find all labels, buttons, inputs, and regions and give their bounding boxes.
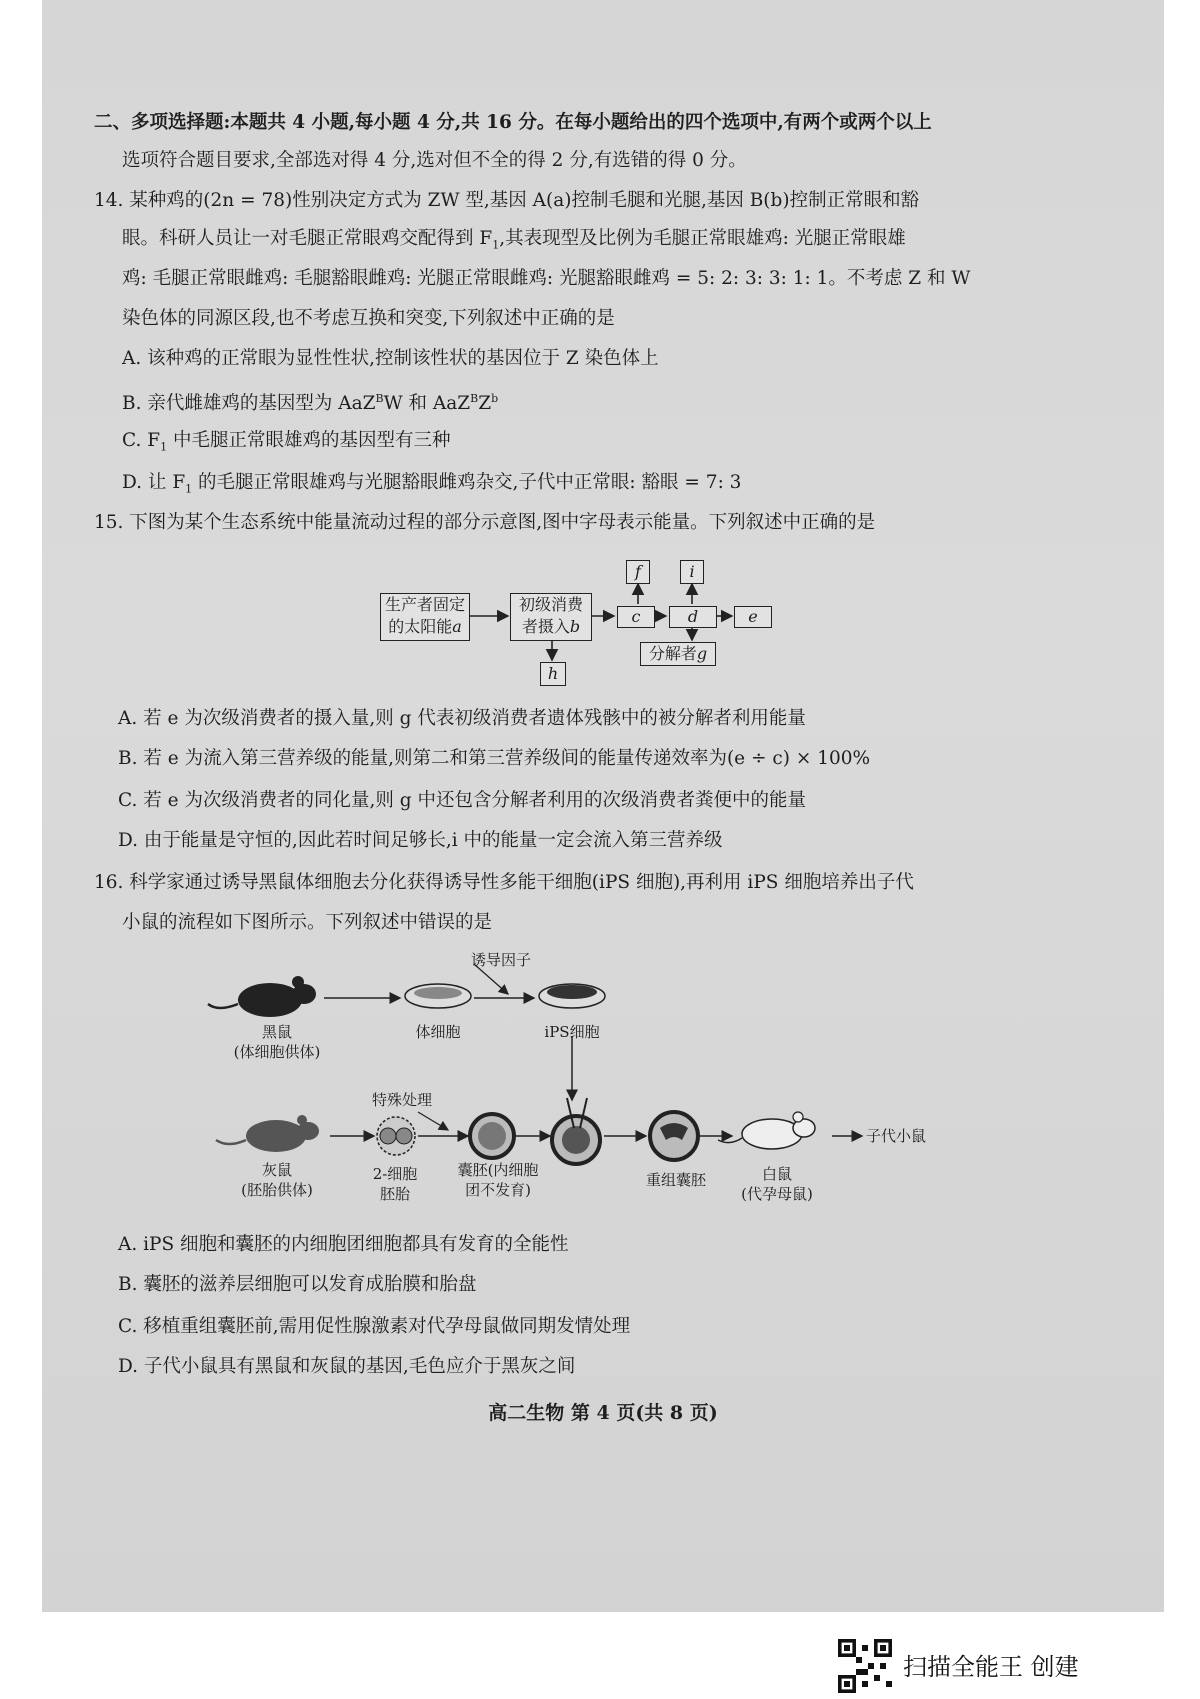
q14-option-b: B. 亲代雌雄鸡的基因型为 AaZ$^B$W 和 $AaZ^BZ^b$ [122, 392, 499, 415]
label-black-mouse: 黑鼠 (体细胞供体) [233, 1023, 321, 1061]
reconstructed-blastocyst-icon [650, 1112, 698, 1160]
q14-stem-line4: 染色体的同源区段,也不考虑互换和突变,下列叙述中正确的是 [122, 308, 615, 329]
label-offspring: 子代小鼠 [866, 1127, 927, 1145]
box-h: h [540, 662, 566, 686]
label-somatic-cell: 体细胞 [415, 1023, 461, 1041]
q15-option-b: B. 若 e 为流入第三营养级的能量,则第二和第三营养级间的能量传递效率为(e ÷ c) × 100% [118, 748, 871, 769]
section-instructions: 选项符合题目要求,全部选对得 4 分,选对但不全的得 2 分,有选错的得 0 分。 [122, 150, 747, 171]
box-e: e [734, 606, 772, 628]
box-i: i [680, 560, 704, 584]
scanner-watermark: 扫描全能王 创建 [903, 1653, 1079, 1681]
box-primary-consumer: 初级消费 者摄入b [510, 593, 592, 641]
q14-option-c: C. $F_1$ 中毛腿正常眼雄鸡的基因型有三种 [122, 430, 451, 454]
ips-flow-diagram [42, 0, 1164, 1240]
label-two-cell-embryo: 2-细胞 胚胎 [372, 1165, 418, 1203]
q15-option-a: A. 若 e 为次级消费者的摄入量,则 g 代表初级消费者遗体残骸中的被分解者利用能量 [118, 708, 806, 729]
q14-stem-line2: 眼。科研人员让一对毛腿正常眼鸡交配得到 $F_1$,其表现型及比例为毛腿正常眼雄鸡: 光腿正常眼雄 [122, 228, 906, 252]
grey-mouse-icon [216, 1115, 319, 1152]
q15-option-c: C. 若 e 为次级消费者的同化量,则 g 中还包含分解者利用的次级消费者粪便中的能量 [118, 790, 806, 811]
q16-option-a: A. iPS 细胞和囊胚的内细胞团细胞都具有发育的全能性 [118, 1234, 569, 1255]
label-reconstructed-blastocyst: 重组囊胚 [645, 1171, 706, 1189]
box-f: f [626, 560, 650, 584]
label-special-treatment: 特殊处理 [371, 1091, 432, 1109]
label-ips-cell: iPS细胞 [544, 1023, 600, 1041]
box-producer: 生产者固定 的太阳能a [380, 593, 470, 641]
q16-stem-line2: 小鼠的流程如下图所示。下列叙述中错误的是 [122, 912, 493, 933]
box-decomposer: 分解者g [640, 642, 716, 666]
scanned-page [42, 0, 1164, 1612]
ips-cell-dish-icon [539, 984, 605, 1008]
q14-option-a: A. 该种鸡的正常眼为显性性状,控制该性状的基因位于 Z 染色体上 [122, 348, 659, 369]
label-white-mouse: 白鼠 (代孕母鼠) [741, 1165, 813, 1203]
q16-stem-line1: 16. 科学家通过诱导黑鼠体细胞去分化获得诱导性多能干细胞(iPS 细胞),再利用 iPS 细胞培养出子代 [94, 872, 914, 893]
page-footer: 高二生物 第 4 页(共 8 页) [488, 1402, 718, 1424]
q16-option-c: C. 移植重组囊胚前,需用促性腺激素对代孕母鼠做同期发情处理 [118, 1316, 631, 1337]
q15-stem: 15. 下图为某个生态系统中能量流动过程的部分示意图,图中字母表示能量。下列叙述中正确的是 [94, 512, 876, 533]
somatic-cell-dish-icon [405, 984, 471, 1008]
blastocyst-icon [470, 1114, 514, 1158]
q14-option-d: D. 让 $F_1$ 的毛腿正常眼雄鸡与光腿豁眼雌鸡杂交,子代中正常眼: 豁眼 = 7: 3 [122, 472, 742, 496]
q16-option-b: B. 囊胚的滋养层细胞可以发育成胎膜和胎盘 [118, 1274, 477, 1295]
q15-option-d: D. 由于能量是守恒的,因此若时间足够长,i 中的能量一定会流入第三营养级 [118, 830, 723, 851]
white-mouse-icon [718, 1112, 815, 1149]
label-blastocyst: 囊胚(内细胞 团不发育) [457, 1161, 539, 1199]
q14-stem-line3: 鸡: 毛腿正常眼雌鸡: 毛腿豁眼雌鸡: 光腿正常眼雌鸡: 光腿豁眼雌鸡 = 5: 2: 3: 3: 1: 1。不考虑 Z 和 W [122, 268, 971, 289]
qr-code-icon [838, 1639, 892, 1693]
two-cell-embryo-icon [377, 1117, 415, 1155]
section-header: 二、多项选择题:本题共 4 小题,每小题 4 分,共 16 分。在每小题给出的四个选项中,有两个或两个以上 [94, 112, 932, 133]
injected-blastocyst-icon [552, 1098, 600, 1164]
label-grey-mouse: 灰鼠 (胚胎供体) [241, 1161, 313, 1199]
box-d: d [669, 606, 717, 628]
q16-option-d: D. 子代小鼠具有黑鼠和灰鼠的基因,毛色应介于黑灰之间 [118, 1356, 576, 1377]
label-induction-factor: 诱导因子 [470, 951, 531, 969]
q14-stem-line1: 14. 某种鸡的(2n = 78)性别决定方式为 ZW 型,基因 A(a)控制毛腿和光腿,基因 B(b)控制正常眼和豁 [94, 190, 920, 211]
box-c: c [617, 606, 655, 628]
black-mouse-icon [208, 976, 316, 1017]
